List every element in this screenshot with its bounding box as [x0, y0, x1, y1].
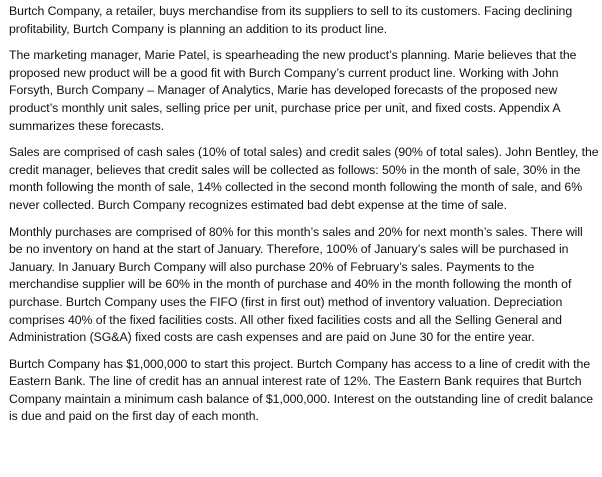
- document-body: [9, 3, 599, 435]
- paragraph-sales: Sales are comprised of cash sales (10% of total sales) and credit sales (90% of total sales). John Bentley, the credit manager, believes that credit sales will be collected as follows: 50% in the month of sale, 30% in the month following the month of sale, 14% collected in the second month following the month of sale, and 6% never collected. Burch Company recognizes estimated bad debt expense at the time of sale.: [9, 145, 599, 212]
- paragraph-purchases: Monthly purchases are comprised of 80% for this month’s sales and 20% for next month’s sales. There will be no inventory on hand at the start of January. Therefore, 100% of January’s sales will be purchased in January. In January Burch Company will also purchase 20% of February’s sales. Payments to the merchandise supplier will be 60% in the month of purchase and 40% in the month following the month of purchase. Burtch Company uses the FIFO (first in first out) method of inventory valuation. Depreciation comprises 40% of the fixed facilities costs. All other fixed facilities costs and all the Selling General and Administration (SG&A) fixed costs are cash expenses and are paid on June 30 for the entire year.: [9, 224, 583, 345]
- paragraph-marketing: The marketing manager, Marie Patel, is spearheading the new product’s planning. Marie believes that the proposed new product will be a good fit with Burch Company’s current product line. Working with John Forsyth, Burch Company – Manager of Analytics, Marie has developed forecasts of the proposed new product’s monthly unit sales, selling price per unit, purchase price per unit, and fixed costs. Appendix A summarizes these forecasts.: [9, 48, 577, 133]
- paragraph-financing: Burtch Company has $1,000,000 to start this project. Burtch Company has access to a line of credit with the Eastern Bank. The line of credit has an annual interest rate of 12%. The Eastern Bank requires that Burtch Company maintain a minimum cash balance of $1,000,000. Interest on the outstanding line of credit balance is due and paid on the first day of each month.: [9, 356, 593, 424]
- paragraph-intro: Burtch Company, a retailer, buys merchandise from its suppliers to sell to its customers. Facing declining profitability, Burtch Company is planning an addition to its product line.: [9, 4, 573, 36]
